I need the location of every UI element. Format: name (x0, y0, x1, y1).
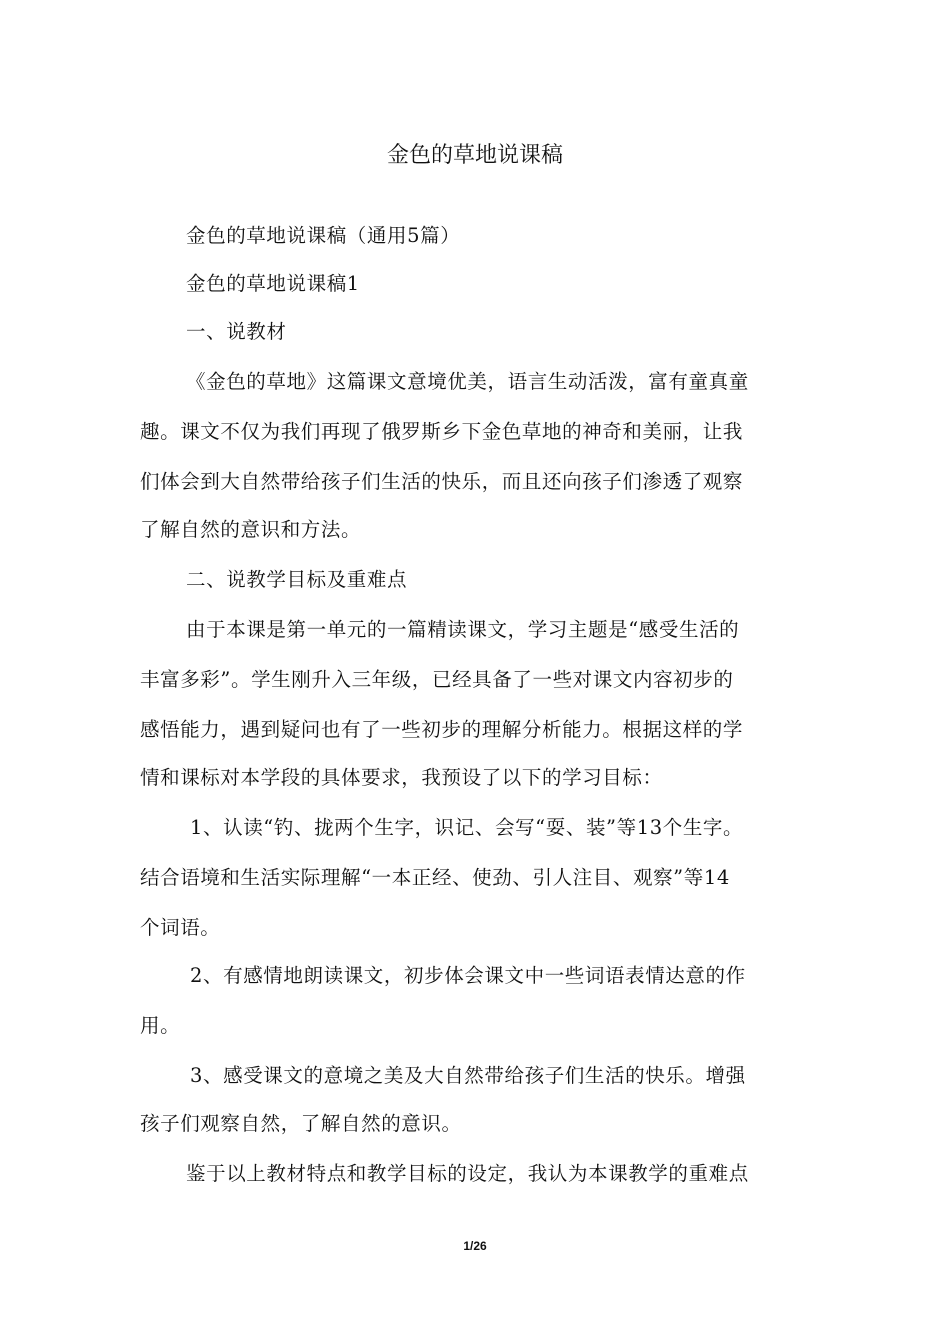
section-heading: 二、说教学目标及重难点 (186, 568, 408, 591)
paragraph-line: 丰富多彩”。学生刚升入三年级，已经具备了一些对课文内容初步的 (140, 668, 734, 691)
list-item-line: 结合语境和生活实际理解“一本正经、使劲、引人注目、观察”等14 (140, 866, 730, 889)
paragraph-line: 由于本课是第一单元的一篇精读课文，学习主题是“感受生活的 (186, 618, 740, 641)
paragraph-line: 趣。课文不仅为我们再现了俄罗斯乡下金色草地的神奇和美丽，让我 (140, 420, 744, 443)
list-item-line: 2、有感情地朗读课文，初步体会课文中一些词语表情达意的作 (190, 964, 746, 987)
list-item-line: 用。 (140, 1014, 181, 1037)
section-heading: 一、说教材 (186, 320, 287, 343)
list-item-line: 个词语。 (140, 916, 221, 939)
list-item-line: 3、感受课文的意境之美及大自然带给孩子们生活的快乐。增强 (190, 1064, 746, 1087)
section-heading: 金色的草地说课稿1 (186, 272, 360, 295)
paragraph-line: 们体会到大自然带给孩子们生活的快乐，而且还向孩子们渗透了观察 (140, 470, 744, 493)
list-item-line: 孩子们观察自然，了解自然的意识。 (140, 1112, 462, 1135)
paragraph-line: 了解自然的意识和方法。 (140, 518, 362, 541)
list-item-line: 1、认读“钓、拢两个生字，识记、会写“耍、装”等13个生字。 (190, 816, 744, 839)
paragraph-line: 感悟能力，遇到疑问也有了一些初步的理解分析能力。根据这样的学 (140, 718, 744, 741)
paragraph-line: 《金色的草地》这篇课文意境优美，语言生动活泼，富有童真童 (186, 370, 749, 393)
document-title: 金色的草地说课稿 (386, 143, 563, 168)
page-number: 1/26 (463, 1239, 487, 1253)
paragraph-line: 情和课标对本学段的具体要求，我预设了以下的学习目标： (140, 766, 663, 789)
paragraph-line: 鉴于以上教材特点和教学目标的设定，我认为本课教学的重难点 (186, 1162, 749, 1185)
subtitle-line: 金色的草地说课稿（通用5篇） (186, 224, 461, 247)
